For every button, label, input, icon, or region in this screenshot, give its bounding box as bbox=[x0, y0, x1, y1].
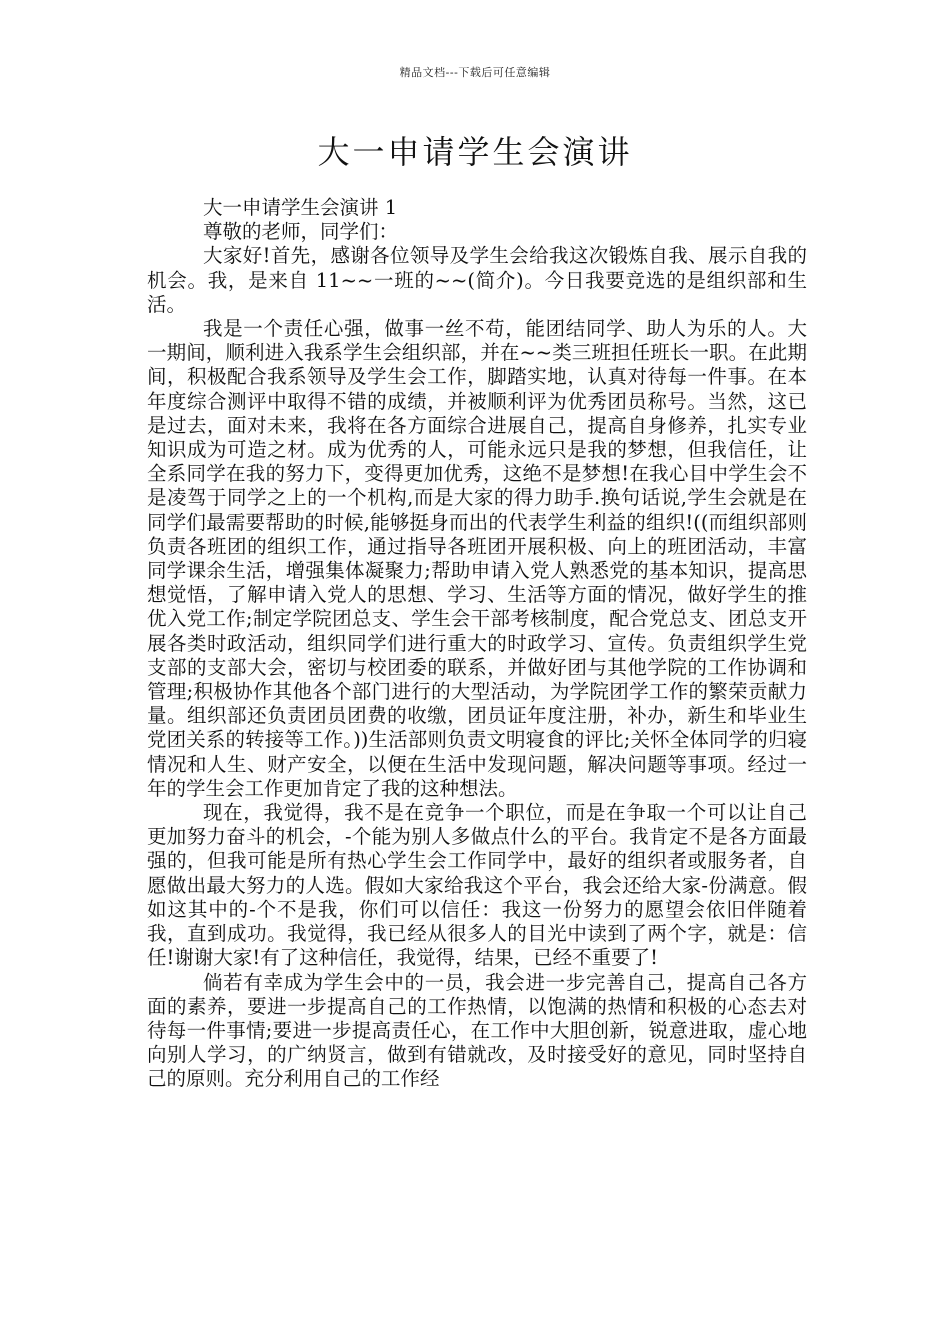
speech-subtitle: 大一申请学生会演讲 1 bbox=[203, 196, 398, 219]
page-title: 大一申请学生会演讲 bbox=[317, 133, 633, 171]
paragraph-2: 我是一个责任心强，做事一丝不苟，能团结同学、助人为乐的人。大一期间，顺利进入我系学生会组织部，并在~~类三班担任班长一职。在此期间，积极配合我系领导及学生会工作，脚踏实地，认真对待每一件事。在本年度综合测评中取得不错的成绩，并被顺利评为优秀团员称号。当然，这已是过去，面对未来，我将在各方面综合进展自己，提高自身修养，扎实专业知识成为可造之材。成为优秀的人，可能永远只是我的梦想，但我信任，让全系同学在我的努力下，变得更加优秀，这绝不是梦想!在我心目中学生会不是凌驾于同学之上的一个机构,而是大家的得力助手.换句话说,学生会就是在同学们最需要帮助的时候,能够挺身而出的代表学生利益的组织!((而组织部则负责各班团的组织工作，通过指导各班团开展积极、向上的班团活动，丰富同学课余生活，增强集体凝聚力;帮助申请入党人熟悉党的基本知识，提高思想觉悟，了解申请入党人的思想、学习、生活等方面的情况，做好学生的推优入党工作;制定学院团总支、学生会干部考核制度，配合党总支、团总支开展各类时政活动，组织同学们进行重大的时政学习、宣传。负责组织学生党支部的支部大会，密切与校团委的联系，并做好团与其他学院的工作协调和管理;积极协作其他各个部门进行的大型活动，为学院团学工作的繁荣贡献力量。组织部还负责团员团费的收缴，团员证年度注册，补办，新生和毕业生党团关系的转接等工作。))生活部则负责文明寝食的评比;关怀全体同学的归寝情况和人生、财产安全，以便在生活中发现问题，解决问题等事项。经过一年的学生会工作更加肯定了我的这种想法。 bbox=[147, 317, 807, 800]
salutation: 尊敬的老师，同学们： bbox=[203, 220, 399, 244]
paragraph-1: 大家好!首先，感谢各位领导及学生会给我这次锻炼自我、展示自我的机会。我，是来自 11~~一班的~~(简介)。今日我要竞选的是组织部和生活。 bbox=[147, 244, 807, 316]
paragraph-4: 倘若有幸成为学生会中的一员，我会进一步完善自己，提高自己各方面的素养，要进一步提高自己的工作热情，以饱满的热情和积极的心态去对待每一件事情;要进一步提高责任心，在工作中大胆创新，锐意进取，虚心地向别人学习，的广纳贤言，做到有错就改，及时接受好的意见，同时坚持自己的原则。充分利用自己的工作经 bbox=[147, 970, 807, 1091]
paragraph-3: 现在，我觉得，我不是在竞争一个职位，而是在争取一个可以让自己更加努力奋斗的机会，-个能为别人多做点什么的平台。我肯定不是各方面最强的，但我可能是所有热心学生会工作同学中，最好的组织者或服务者，自愿做出最大努力的人选。假如大家给我这个平台，我会还给大家-份满意。假如这其中的-个不是我，你们可以信任：我这一份努力的愿望会依旧伴随着我，直到成功。我觉得，我已经从很多人的目光中读到了两个字，就是：信任!谢谢大家!有了这种信任，我觉得，结果，已经不重要了! bbox=[147, 801, 807, 970]
page-header: 精品文档---下载后可任意编辑 bbox=[399, 66, 551, 79]
document-body bbox=[147, 196, 807, 1092]
